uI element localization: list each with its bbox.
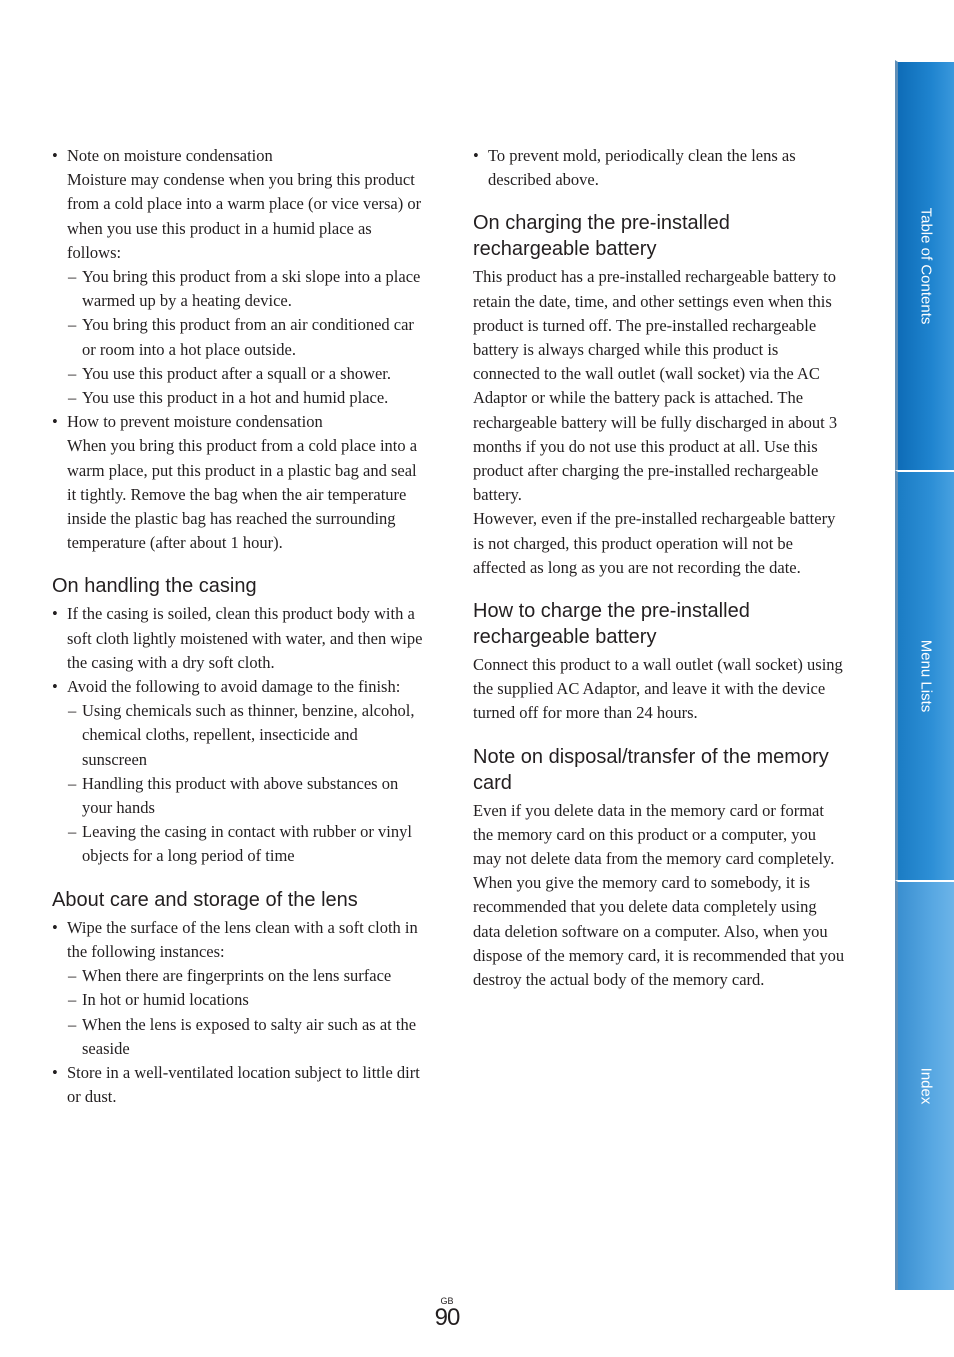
tab-menu-lists[interactable]	[895, 470, 954, 880]
battery-paragraph: This product has a pre-installed rechargeable battery to retain the date, time, and other settings even when this product is turned off. The pre-installed rechargeable battery is always charged while this product is connected to the wall outlet (wall socket) via the AC Adaptor or while the battery pack is attached. The rechargeable battery will be fully discharged in about 3 months if you do not use this product at all. Use this product after charging the pre-installed rechargeable battery.	[473, 267, 838, 505]
tab-label: Table of Contents	[917, 207, 935, 325]
moisture-note-title: Note on moisture condensation	[67, 146, 273, 165]
disposal-heading: Note on disposal/transfer of the memory card	[473, 745, 829, 794]
lens-instance: – When there are fingerprints on the lens surface	[52, 964, 424, 988]
moisture-case: – You bring this product from a ski slope into a place warmed up by a heating device.	[52, 265, 424, 313]
battery-paragraph: However, even if the pre-installed rechargeable battery is not charged, this product operation will not be affected as long as you are not recording the date.	[473, 509, 836, 577]
casing-heading: On handling the casing	[52, 575, 257, 598]
avoid-item: – Leaving the casing in contact with rubber or vinyl objects for a long period of time	[52, 820, 424, 868]
casing-bullet: • Avoid the following to avoid damage to the finish:	[52, 675, 424, 699]
prevent-condensation-bullet	[52, 410, 424, 555]
region-code: GB	[440, 1296, 454, 1306]
right-column	[473, 144, 845, 992]
battery-heading: On charging the pre-installed rechargeable battery	[473, 212, 730, 261]
howto-charge-text: Connect this product to a wall outlet (wall socket) using the supplied AC Adaptor, and leave it with the device turned off for more than 24 hours.	[473, 655, 843, 723]
disposal-text: Even if you delete data in the memory card or format the memory card on this product or a computer, you may not delete data from the memory card completely. When you give the memory card to somebody, it is recommended that you delete data completely using data deletion software on a computer. Also, when you dispose of the memory card, it is recommended that you destroy the actual body of the memory card.	[473, 800, 845, 990]
page-number	[434, 1296, 460, 1330]
lens-instance: – In hot or humid locations	[52, 988, 424, 1012]
prevent-text: When you bring this product from a cold place into a warm place, put this product in a plastic bag and seal it tightly. Remove the bag when the air temperature inside the plastic bag has reached the surrounding temperature (after about 1 hour).	[67, 436, 418, 553]
left-column	[52, 144, 424, 1109]
tab-label: Menu Lists	[917, 639, 935, 713]
lens-heading: About care and storage of the lens	[52, 888, 358, 911]
lens-instance: – When the lens is exposed to salty air such as at the seaside	[52, 1013, 424, 1061]
mold-bullet: • To prevent mold, periodically clean the lens as described above.	[473, 144, 845, 192]
moisture-intro: Moisture may condense when you bring this product from a cold place into a warm place (or vice versa) or when you use this product in a humid place as follows:	[67, 170, 422, 262]
lens-bullet: • Store in a well-ventilated location subject to little dirt or dust.	[52, 1061, 424, 1109]
tab-label: Index	[917, 1067, 935, 1105]
moisture-case: – You use this product in a hot and humid place.	[52, 386, 424, 410]
page-number-value: 90	[434, 1304, 460, 1331]
casing-bullet: • If the casing is soiled, clean this product body with a soft cloth lightly moistened with water, and then wipe the casing with a dry soft cloth.	[52, 602, 424, 675]
sidebar-nav	[895, 60, 954, 1290]
prevent-title: How to prevent moisture condensation	[67, 412, 323, 432]
moisture-case: – You use this product after a squall or a shower.	[52, 362, 424, 386]
moisture-note-bullet	[52, 144, 424, 265]
lens-bullet: • Wipe the surface of the lens clean with a soft cloth in the following instances:	[52, 916, 424, 964]
avoid-item: – Handling this product with above substances on your hands	[52, 772, 424, 820]
tab-table-of-contents[interactable]	[895, 60, 954, 470]
howto-charge-heading: How to charge the pre-installed rechargeable battery	[473, 600, 750, 649]
moisture-case: – You bring this product from an air conditioned car or room into a hot place outside.	[52, 313, 424, 361]
avoid-item: – Using chemicals such as thinner, benzine, alcohol, chemical cloths, repellent, insecticide and sunscreen	[52, 699, 424, 772]
tab-index[interactable]	[895, 880, 954, 1290]
